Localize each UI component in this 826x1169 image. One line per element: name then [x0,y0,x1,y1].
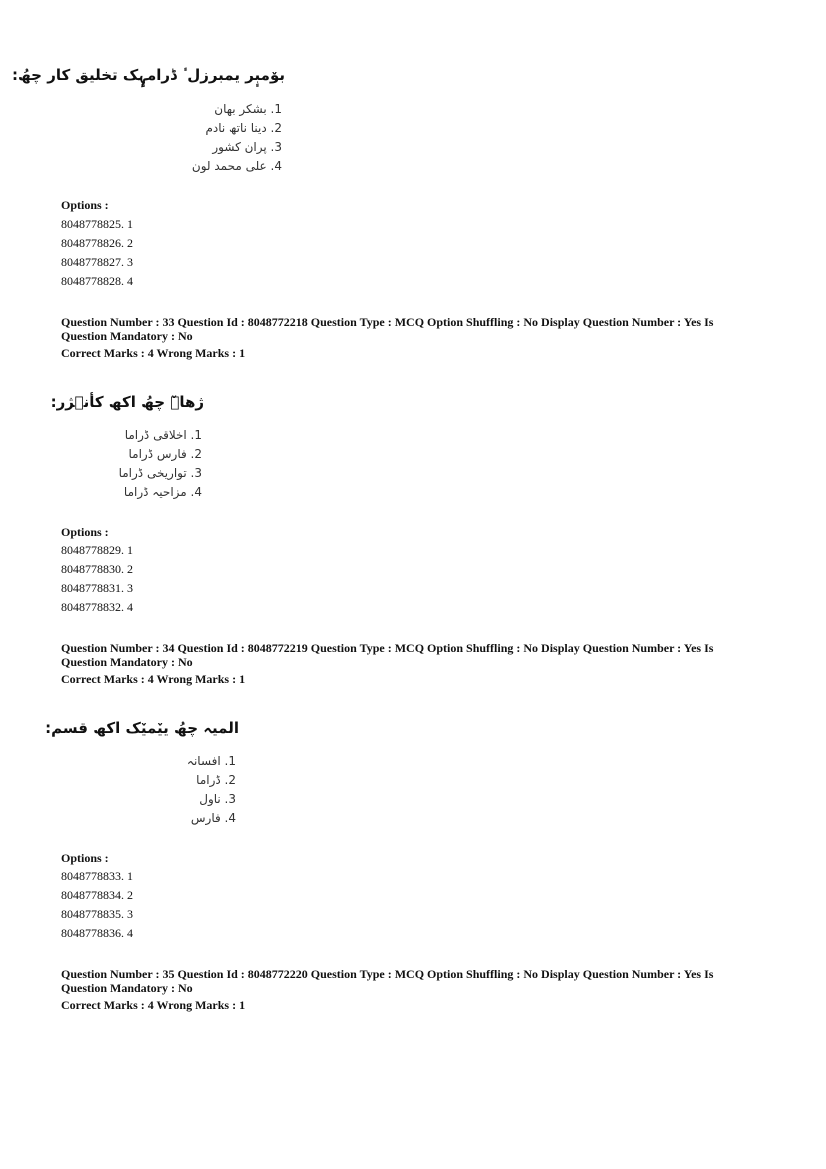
options-label: Options : [61,525,109,539]
answer-option-1: 1. افسانہ [186,754,236,768]
options-label: Options : [61,851,109,865]
answer-option-2: 2. دینا ناتھ نادم [205,121,282,135]
option-id-3: 8048778831. 3 [61,581,133,595]
question-text: المیہ چھُ ییٚمیٚک اکھ قسم: [45,719,239,737]
answer-option-3: 3. پران کشور [212,140,282,154]
question-meta-line2: Question Mandatory : No [61,981,193,995]
answer-option-1: 1. اخلاقی ڈراما [124,428,202,442]
question-text: ژھاےٚ چھُ اکھ کأنٛژر: [50,393,204,411]
marks-line: Correct Marks : 4 Wrong Marks : 1 [61,346,246,360]
answer-option-3: 3. تواریخی ڈراما [118,466,202,480]
option-id-2: 8048778834. 2 [61,888,133,902]
marks-line: Correct Marks : 4 Wrong Marks : 1 [61,998,246,1012]
option-id-1: 8048778825. 1 [61,217,133,231]
answer-option-4: 4. فارس [190,811,236,825]
question-meta-line2: Question Mandatory : No [61,655,193,669]
option-id-2: 8048778830. 2 [61,562,133,576]
option-id-1: 8048778829. 1 [61,543,133,557]
question-meta-line2: Question Mandatory : No [61,329,193,343]
answer-option-2: 2. فارس ڈراما [128,447,202,461]
answer-option-4: 4. علی محمد لون [191,159,282,173]
question-meta-line1: Question Number : 35 Question Id : 8048772220 Question Type : MCQ Option Shuffling : No Display Question Number : Yes Is [61,967,714,981]
option-id-4: 8048778832. 4 [61,600,133,614]
question-meta-line1: Question Number : 34 Question Id : 8048772219 Question Type : MCQ Option Shuffling : No Display Question Number : Yes Is [61,641,714,655]
option-id-2: 8048778826. 2 [61,236,133,250]
options-label: Options : [61,198,109,212]
answer-option-2: 2. ڈراما [196,773,236,787]
question-text: بوٚمبٕر یمبرزل ٔ ڈرامہٕک تخلیق کار چھُ: [11,66,285,84]
marks-line: Correct Marks : 4 Wrong Marks : 1 [61,672,246,686]
option-id-3: 8048778835. 3 [61,907,133,921]
option-id-4: 8048778836. 4 [61,926,133,940]
option-id-1: 8048778833. 1 [61,869,133,883]
option-id-4: 8048778828. 4 [61,274,133,288]
question-meta-line1: Question Number : 33 Question Id : 8048772218 Question Type : MCQ Option Shuffling : No Display Question Number : Yes Is [61,315,714,329]
answer-option-3: 3. ناول [199,792,236,806]
answer-option-1: 1. بشکر بھان [214,102,282,116]
option-id-3: 8048778827. 3 [61,255,133,269]
answer-option-4: 4. مزاحیہ ڈراما [123,485,202,499]
